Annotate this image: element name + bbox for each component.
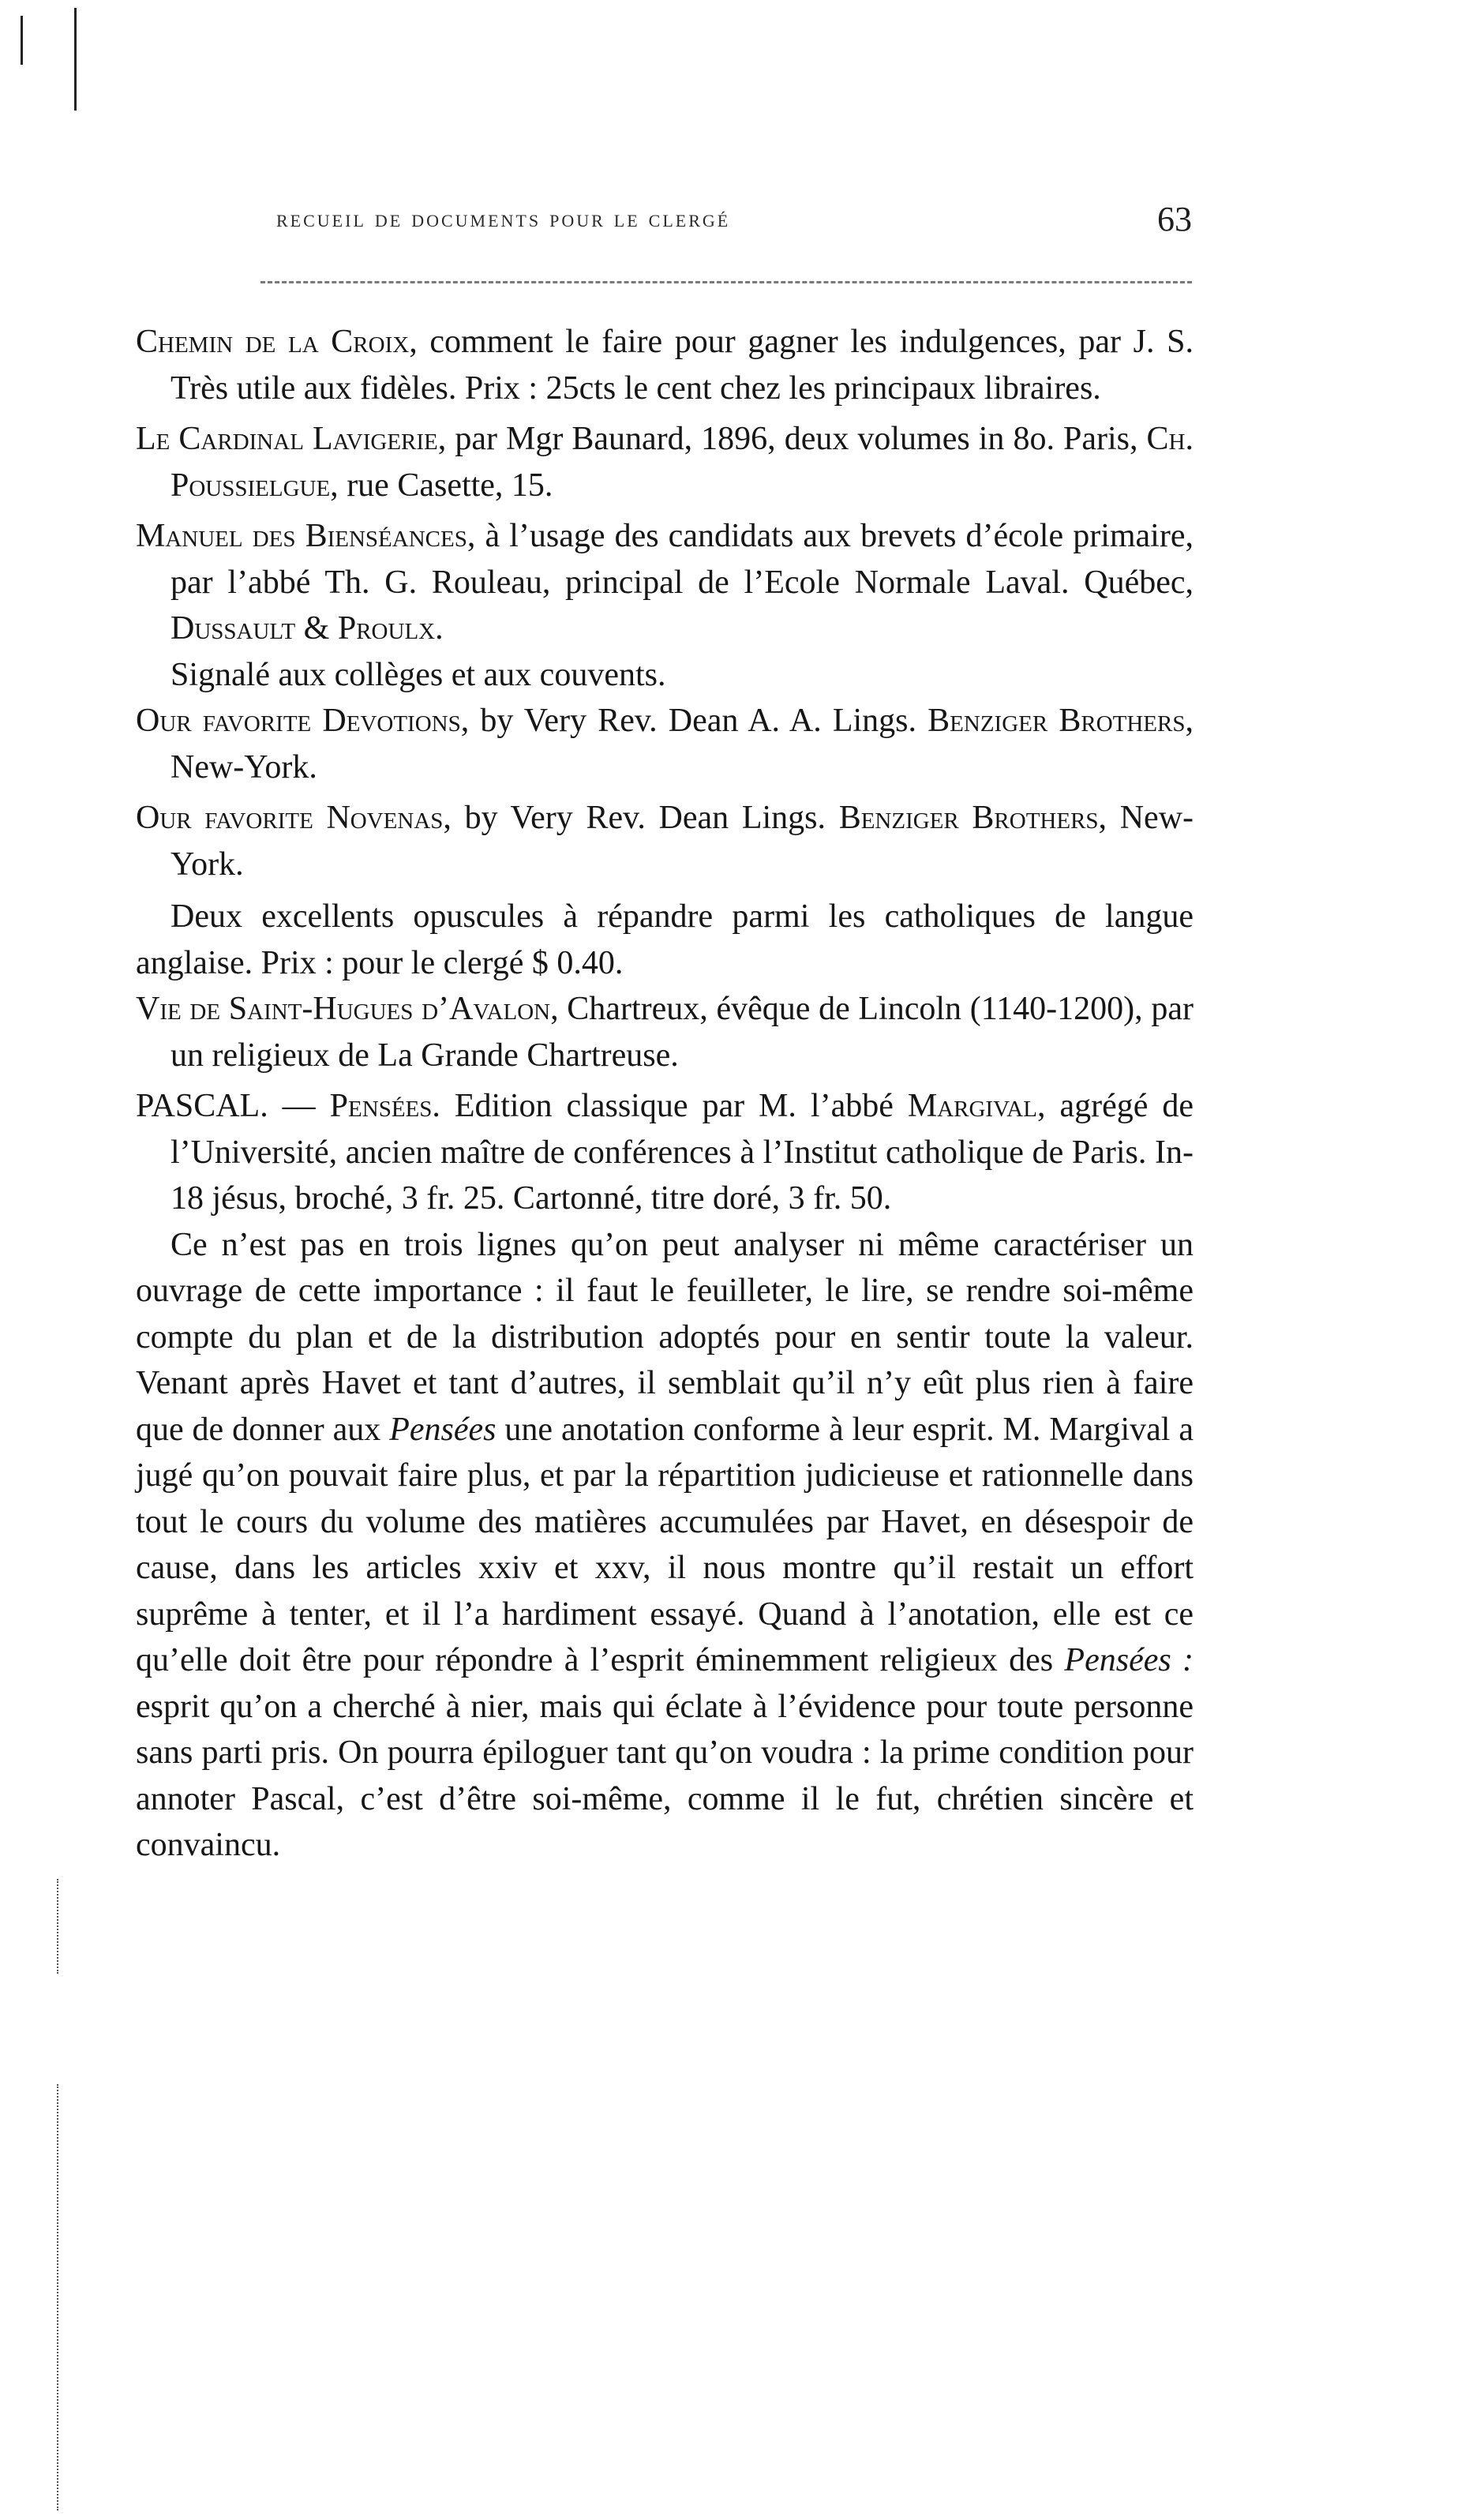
scan-edge-mark [74, 8, 77, 111]
entry-publisher: Ch. Poussielgue, [171, 421, 1194, 504]
entry-text-after: New-York. [171, 748, 317, 786]
entry-text: by Very Rev. Dean Lings. [451, 800, 839, 836]
entry-text-after: New-York. [171, 800, 1194, 883]
list-item [136, 416, 1194, 508]
list-item [136, 795, 1194, 887]
entry-title: Manuel des Bienséances, [136, 518, 476, 554]
list-item [136, 513, 1194, 652]
entry-text: comment le faire pour gagner les indulgences, par J. S. Très utile aux fidèles. Prix : 25cts le cent chez les principaux libraires. [171, 324, 1194, 407]
entry-publisher: Dussault & Proulx. [171, 610, 444, 647]
entry-publisher: Margival, [907, 1088, 1046, 1124]
running-head: recueil de documents pour le clergé [276, 204, 731, 232]
review-text: une anotation conforme à leur esprit. M. Margival a jugé qu’on pouvait faire plus, et par la répartition judicieuse et rationnelle dans tout le cours du volume des matières accumulées par Havet, en désespoir de cause, dans les articles xxiv et xxv, il nous montre qu’il restait un effort suprême à tenter, et il l’a hardiment essayé. Quand à l’anotation, elle est ce qu’elle doit être pour répondre à l’esprit éminemment religieux des [136, 1411, 1194, 1678]
entry-title: Chemin de la Croix, [136, 324, 418, 360]
entry-text: Chartreux, évêque de Lincoln (1140-1200), par un religieux de La Grande Chartreuse. [171, 991, 1194, 1074]
entry-title: Our favorite Novenas, [136, 800, 452, 836]
scan-edge-dots [57, 2084, 60, 2510]
list-item [136, 986, 1194, 1078]
entry-note: Deux excellents opuscules à répandre parmi les catholiques de langue anglaise. Prix : pour le clergé $ 0.40. [136, 898, 1194, 981]
entry-title: Our favorite Devotions, [136, 703, 470, 739]
entry-text: par Mgr Baunard, 1896, deux volumes in 8o. Paris, [446, 421, 1147, 457]
entry-text-after: agrégé de l’Université, ancien maître de conférences à l’Institut catholique de Paris. In-18 jésus, broché, 3 fr. 25. Cartonné, titre doré, 3 fr. 50. [171, 1088, 1194, 1217]
entry-text: Edition classique par M. l’abbé [440, 1088, 908, 1124]
review-italic: Pensées : [1064, 1642, 1194, 1678]
list-item [136, 698, 1194, 790]
entry-title: Le Cardinal Lavigerie, [136, 421, 447, 457]
page-body [136, 319, 1194, 1869]
entry-text: by Very Rev. Dean A. A. Lings. [469, 703, 928, 739]
list-item [136, 319, 1194, 411]
header-rule [260, 281, 1192, 283]
page-header [276, 200, 1192, 251]
review-text: Ce n’est pas en trois lignes qu’on peut analyser ni même caractériser un ouvrage de cette importance : il faut le feuilleter, le lire, se rendre soi-même compte du plan et de la distribution adoptés pour en sentir toute la valeur. Venant après Havet et tant d’autres, il semblait qu’il n’y eût plus rien à faire que de donner aux [136, 1226, 1194, 1448]
entry-note: Signalé aux collèges et aux couvents. [171, 656, 666, 693]
review-text: esprit qu’on a cherché à nier, mais qui éclate à l’évidence pour toute personne sans parti pris. On pourra épiloguer tant qu’on voudra : la prime condition pour annoter Pascal, c’est d’être soi-même, comme il le fut, chrétien sincère et convaincu. [136, 1688, 1194, 1863]
entry-publisher: Benziger Brothers, [928, 703, 1194, 739]
list-item [136, 1083, 1194, 1222]
entry-title: Vie de Saint-Hugues d’Avalon, [136, 991, 559, 1027]
page-number: 63 [1157, 200, 1192, 238]
entry-text-after: rue Casette, 15. [338, 467, 553, 504]
entry-title: PASCAL. — Pensées. [136, 1088, 440, 1124]
review-paragraph [136, 1222, 1194, 1869]
entry-text: à l’usage des candidats aux brevets d’école primaire, par l’abbé Th. G. Rouleau, principal de l’Ecole Normale Laval. Québec, [171, 518, 1194, 601]
review-italic: Pensées [389, 1411, 497, 1448]
scan-edge-dots [57, 1879, 60, 1974]
entry-publisher: Benziger Brothers, [838, 800, 1107, 836]
scan-edge-mark [21, 16, 23, 65]
